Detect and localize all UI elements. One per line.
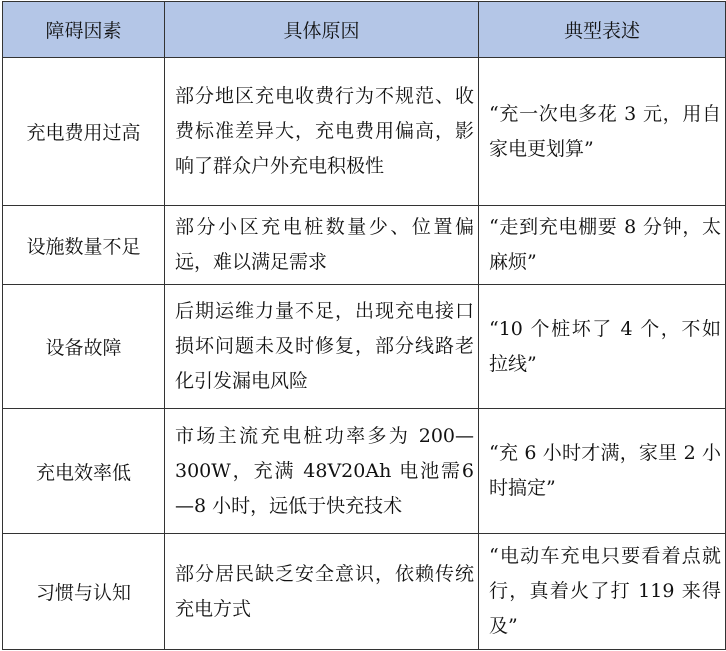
quote-cell: “电动车充电只要看着点就行，真着火了打 119 来得及” xyxy=(479,534,726,650)
factor-cell: 习惯与认知 xyxy=(3,534,165,650)
reason-cell: 市场主流充电桩功率多为 200—300W，充满 48V20Ah 电池需6—8 小时，远低于快充技术 xyxy=(165,409,479,534)
table-row xyxy=(3,409,726,534)
quote-cell: “走到充电棚要 8 分钟，太麻烦” xyxy=(479,206,726,285)
table-row xyxy=(3,534,726,650)
header-quote: 典型表述 xyxy=(479,2,726,58)
table-row xyxy=(3,285,726,409)
quote-cell: “充一次电多花 3 元，用自家电更划算” xyxy=(479,58,726,206)
quote-cell: “10 个桩坏了 4 个，不如拉线” xyxy=(479,285,726,409)
factor-cell: 充电费用过高 xyxy=(3,58,165,206)
table-row xyxy=(3,58,726,206)
table-row xyxy=(3,206,726,285)
quote-cell: “充 6 小时才满，家里 2 小时搞定” xyxy=(479,409,726,534)
reason-cell: 后期运维力量不足，出现充电接口损坏问题未及时修复，部分线路老化引发漏电风险 xyxy=(165,285,479,409)
barrier-factors-table xyxy=(2,1,726,650)
table-header-row xyxy=(3,2,726,58)
header-factor: 障碍因素 xyxy=(3,2,165,58)
factor-cell: 设施数量不足 xyxy=(3,206,165,285)
reason-cell: 部分居民缺乏安全意识，依赖传统充电方式 xyxy=(165,534,479,650)
factor-cell: 充电效率低 xyxy=(3,409,165,534)
reason-cell: 部分小区充电桩数量少、位置偏远，难以满足需求 xyxy=(165,206,479,285)
factor-cell: 设备故障 xyxy=(3,285,165,409)
header-reason: 具体原因 xyxy=(165,2,479,58)
reason-cell: 部分地区充电收费行为不规范、收费标准差异大，充电费用偏高，影响了群众户外充电积极性 xyxy=(165,58,479,206)
